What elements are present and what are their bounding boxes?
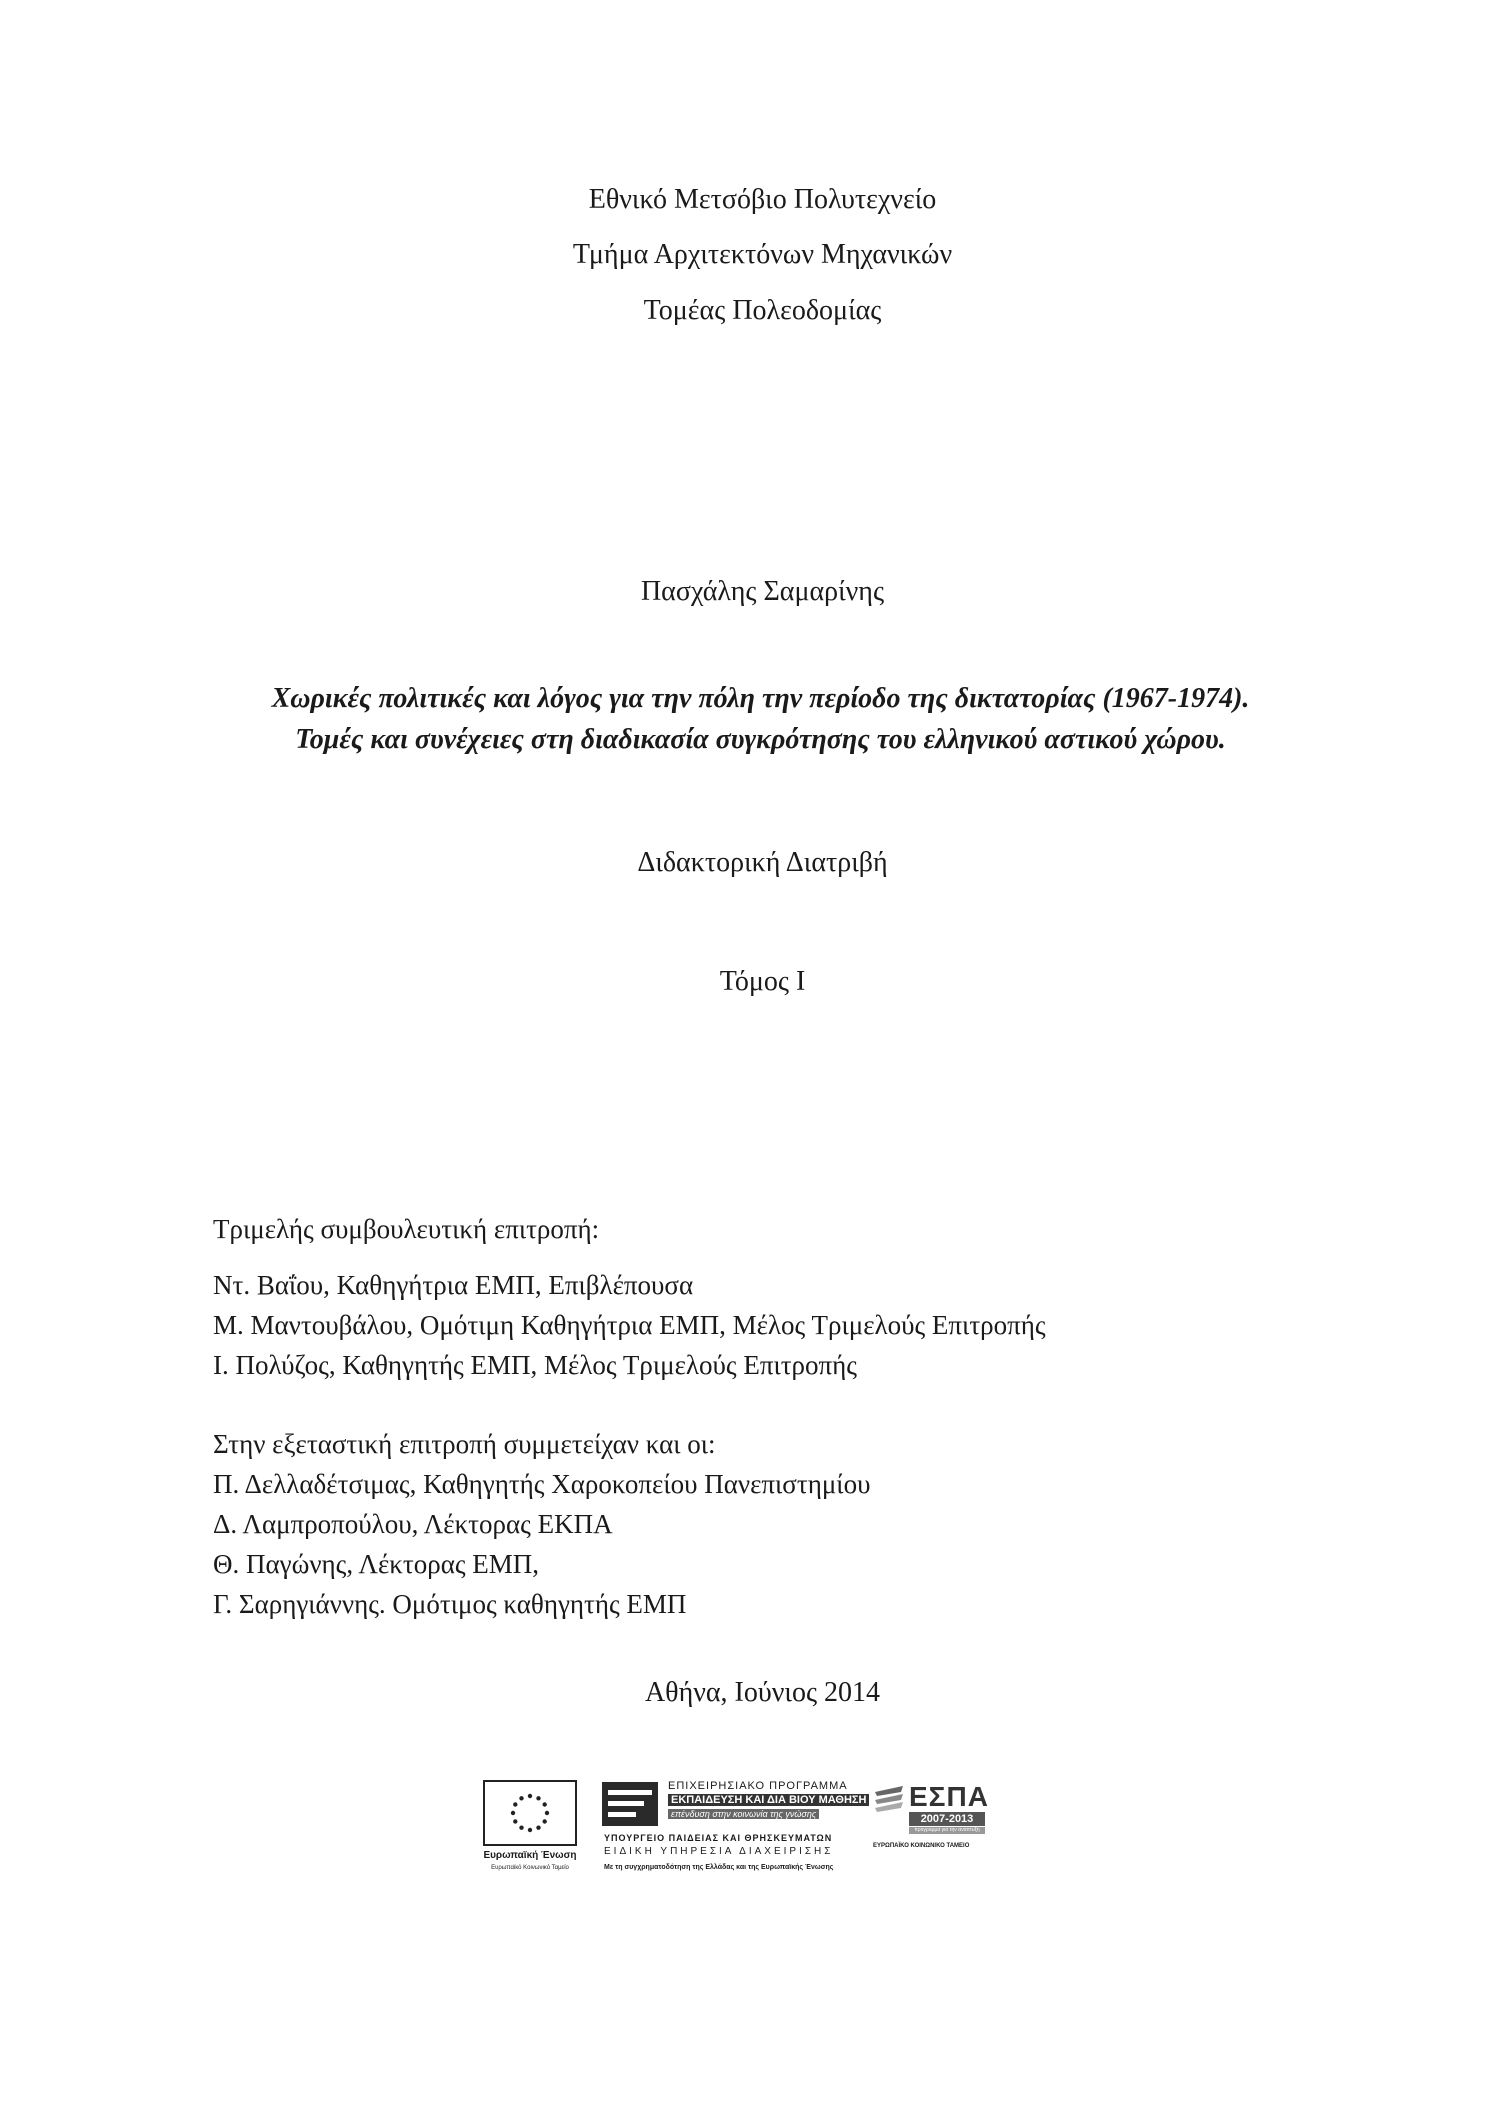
author-name: Πασχάλης Σαμαρίνης [640,576,885,607]
education-program-line-1: ΕΠΙΧΕΙΡΗΣΙΑΚΟ ΠΡΟΓΡΑΜΜΑ [668,1780,848,1792]
espa-tagline: πρόγραμμα για την ανάπτυξη [909,1827,985,1834]
document-type: Διδακτορική Διατριβή [637,847,888,878]
cofinancing-note: Με τη συγχρηματοδότηση της Ελλάδας και της Ευρωπαϊκής Ένωσης [604,1864,834,1871]
examination-member: Π. Δελλαδέτσιμας, Καθηγητής Χαροκοπείου Πανεπιστημίου [213,1469,871,1499]
thesis-title-line-2: Τομές και συνέχειες στη διαδικασία συγκρότησης του ελληνικού αστικού χώρου. [295,724,1226,755]
espa-fund: ΕΥΡΩΠΑΪΚΟ ΚΟΙΝΩΝΙΚΟ ΤΑΜΕΙΟ [873,1843,970,1849]
ministry-name: ΥΠΟΥΡΓΕΙΟ ΠΑΙΔΕΙΑΣ ΚΑΙ ΘΡΗΣΚΕΥΜΑΤΩΝ [604,1833,833,1843]
espa-years: 2007-2013 [909,1812,985,1826]
eu-logo [480,1778,580,1883]
eu-fund: Ευρωπαϊκό Κοινωνικό Ταμείο [491,1865,569,1871]
managing-authority: ΕΙΔΙΚΗ ΥΠΗΡΕΣΙΑ ΔΙΑΧΕΙΡΙΣΗΣ [604,1846,834,1857]
examination-committee-heading: Στην εξεταστική επιτροπή συμμετείχαν και οι: [213,1429,716,1459]
education-program-slogan: επένδυση στην κοινωνία της γνώσης [668,1809,819,1819]
university-name: Εθνικό Μετσόβιο Πολυτεχνείο [588,184,937,215]
advisory-member: Μ. Μαντουβάλου, Ομότιμη Καθηγήτρια ΕΜΠ, Μέλος Τριμελούς Επιτροπής [213,1310,1046,1340]
examination-member: Γ. Σαρηγιάννης. Ομότιμος καθηγητής ΕΜΠ [213,1589,687,1619]
volume-label: Τόμος Ι [719,966,806,997]
eu-flag-icon [483,1780,577,1846]
espa-swoosh-icon [873,1784,907,1814]
advisory-committee-heading: Τριμελής συμβουλευτική επιτροπή: [213,1214,600,1244]
education-program-line-2: ΕΚΠΑΙΔΕΥΣΗ ΚΑΙ ΔΙΑ ΒΙΟΥ ΜΑΘΗΣΗ [668,1794,869,1806]
place-date: Αθήνα, Ιούνιος 2014 [644,1677,881,1708]
advisory-member: Ι. Πολύζος, Καθηγητής ΕΜΠ, Μέλος Τριμελούς Επιτροπής [213,1350,857,1380]
sector-name: Τομέας Πολεοδομίας [643,295,882,326]
eu-name: Ευρωπαϊκή Ένωση [483,1850,577,1861]
espa-word: ΕΣΠΑ [909,1781,989,1812]
examination-member: Δ. Λαμπροπούλου, Λέκτορας ΕΚΠΑ [213,1509,613,1539]
advisory-member: Ντ. Βαΐου, Καθηγήτρια ΕΜΠ, Επιβλέπουσα [213,1270,694,1300]
examination-member: Θ. Παγώνης, Λέκτορας ΕΜΠ, [213,1549,540,1579]
education-program-mark-icon [600,1780,660,1830]
funding-logos [480,1778,1000,1883]
espa-logo [873,1782,993,1862]
education-program-logo [600,1778,867,1883]
school-name: Τμήμα Αρχιτεκτόνων Μηχανικών [572,239,953,270]
thesis-title-line-1: Χωρικές πολιτικές και λόγος για την πόλη την περίοδο της δικτατορίας (1967-1974). [271,683,1250,714]
